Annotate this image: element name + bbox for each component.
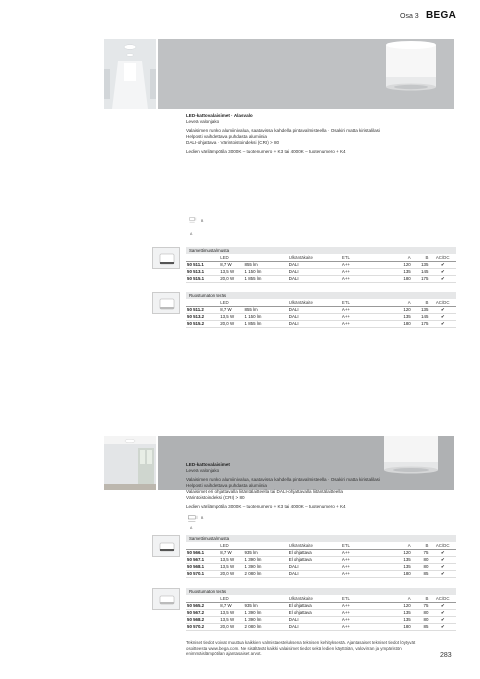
cell: 85: [412, 623, 430, 630]
cell: 13,5 W: [219, 313, 243, 320]
luminaire-thumbnail: [153, 589, 181, 611]
cell: DALI: [288, 268, 341, 275]
cell: 135: [394, 313, 412, 320]
table-row: [186, 602, 456, 609]
check-icon: ✔: [429, 570, 456, 577]
cell: A++: [341, 609, 394, 616]
cell: 180: [394, 275, 412, 282]
header-cell: ETL: [341, 255, 394, 261]
room-image: [104, 39, 156, 109]
cell: A++: [341, 275, 394, 282]
header-cell: LED: [219, 543, 243, 549]
cell: DALI: [288, 313, 341, 320]
cell: A++: [341, 306, 394, 313]
product1-description: [186, 113, 456, 155]
cell: 1 150 lm: [244, 313, 288, 320]
check-icon: ✔: [429, 623, 456, 630]
variant-thumbnail-black: [152, 535, 180, 557]
cell: 855 lm: [244, 306, 288, 313]
cell: 8,7 W: [219, 306, 243, 313]
cell: 8,7 W: [219, 602, 243, 609]
product1-line: Leveä valonjako: [186, 119, 220, 124]
header-cell: B: [412, 300, 430, 306]
article-number: 50 565.2: [186, 602, 219, 609]
spec-table: [186, 255, 456, 283]
dim-label-b: B: [201, 219, 204, 223]
cell: 145: [412, 268, 430, 275]
room-image: [104, 436, 156, 490]
cell: DALI: [288, 275, 341, 282]
cell: 20,0 W: [219, 623, 243, 630]
cell: A++: [341, 320, 394, 327]
cell: 1 390 lm: [244, 609, 288, 616]
table-row: [186, 306, 456, 313]
header-cell: A: [394, 300, 412, 306]
cell: 2 080 lm: [244, 570, 288, 577]
check-icon: ✔: [429, 602, 456, 609]
article-number: 50 566.1: [186, 549, 219, 556]
header-cell: ETL: [341, 596, 394, 602]
cell: 8,7 W: [219, 549, 243, 556]
article-number: 50 511.1: [186, 261, 219, 268]
table-row: [186, 563, 456, 570]
product1-room-photo: [104, 39, 156, 109]
cell: El ohjattava: [288, 609, 341, 616]
table-row: [186, 616, 456, 623]
cell: A++: [341, 268, 394, 275]
cell: A++: [341, 602, 394, 609]
check-icon: ✔: [429, 549, 456, 556]
check-icon: ✔: [429, 616, 456, 623]
cell: El ohjattava: [288, 549, 341, 556]
cell: DALI: [288, 563, 341, 570]
cell: 120: [394, 261, 412, 268]
table-row: [186, 320, 456, 327]
cell: 135: [394, 563, 412, 570]
table-row: [186, 609, 456, 616]
table-row: [186, 549, 456, 556]
cell: 20,0 W: [219, 275, 243, 282]
cell: 145: [412, 313, 430, 320]
check-icon: ✔: [429, 563, 456, 570]
header-cell: B: [412, 543, 430, 549]
check-icon: ✔: [429, 275, 456, 282]
article-number: 50 567.1: [186, 556, 219, 563]
table-row: [186, 275, 456, 282]
cell: 80: [412, 556, 430, 563]
cell: 120: [394, 549, 412, 556]
cell: A++: [341, 616, 394, 623]
header-cell: AC/DC: [429, 300, 456, 306]
article-number: 50 570.1: [186, 570, 219, 577]
article-number: 50 568.1: [186, 563, 219, 570]
cell: 1 855 lm: [244, 320, 288, 327]
cell: 120: [394, 306, 412, 313]
cell: 180: [394, 320, 412, 327]
cell: 175: [412, 275, 430, 282]
cell: DALI: [288, 261, 341, 268]
cell: 1 390 lm: [244, 556, 288, 563]
header-cell: AC/DC: [429, 255, 456, 261]
cell: 20,0 W: [219, 320, 243, 327]
cell: 135: [394, 616, 412, 623]
cell: 13,5 W: [219, 563, 243, 570]
product2-title: LED-kattovalaisimet: [186, 462, 230, 467]
product1-title: LED-kattovalaisimet · Alasvalo: [186, 113, 253, 118]
cell: 2 080 lm: [244, 623, 288, 630]
cell: 13,5 W: [219, 609, 243, 616]
product1-line: Helposti vaihdettava puhdasta alumiinia: [186, 134, 267, 139]
cell: 855 lm: [244, 261, 288, 268]
product1-line: Valaisimen runko alumiinivalua, saatavissa kahdella pintavalmisteella · Osakiri matta kiristalilasi: [186, 128, 380, 133]
header-cell: LED: [219, 300, 243, 306]
dim-label-a: A: [190, 232, 193, 236]
article-number: 50 570.2: [186, 623, 219, 630]
finish-label: Samettimusta/musta: [186, 535, 456, 542]
cell: 935 lm: [244, 602, 288, 609]
check-icon: ✔: [429, 306, 456, 313]
luminaire-thumbnail: [153, 293, 181, 315]
luminaire-thumbnail: [153, 248, 181, 270]
cell: 13,5 W: [219, 556, 243, 563]
check-icon: ✔: [429, 261, 456, 268]
table-row: [186, 313, 456, 320]
cell: 8,7 W: [219, 261, 243, 268]
check-icon: ✔: [429, 609, 456, 616]
dimension-diagram: [186, 217, 200, 225]
cell: 1 390 lm: [244, 563, 288, 570]
finish-label: Ruostumaton teräs: [186, 588, 456, 595]
check-icon: ✔: [429, 556, 456, 563]
cell: DALI: [288, 320, 341, 327]
header-cell: Ulkäntäkaite: [288, 300, 341, 306]
cell: 80: [412, 609, 430, 616]
table-row: [186, 556, 456, 563]
cell: 135: [394, 268, 412, 275]
table-row: [186, 268, 456, 275]
cell: 1 390 lm: [244, 616, 288, 623]
header-cell: Ulkäntäkaite: [288, 255, 341, 261]
variant-thumbnail-black: [152, 247, 180, 269]
product2-line: Leveä valonjako: [186, 468, 220, 473]
check-icon: ✔: [429, 320, 456, 327]
product2-line: Ledien värilämpötila 3000K – tuotenumero + K3 tai 4000K – tuotenumero + K4: [186, 504, 346, 509]
cell: A++: [341, 549, 394, 556]
cell: 180: [394, 623, 412, 630]
product1-luminaire-photo: [158, 39, 454, 109]
cell: A++: [341, 563, 394, 570]
header-cell: A: [394, 255, 412, 261]
table-row: [186, 261, 456, 268]
header-cell: Ulkäntäkaite: [288, 596, 341, 602]
luminaire-thumbnail: [153, 536, 181, 558]
cell: 13,5 W: [219, 268, 243, 275]
cell: El ohjattava: [288, 602, 341, 609]
cell: DALI: [288, 570, 341, 577]
header-cell: A: [394, 543, 412, 549]
cell: 1 150 lm: [244, 268, 288, 275]
header-cell: AC/DC: [429, 596, 456, 602]
cell: DALI: [288, 616, 341, 623]
section-label: Osa 3: [400, 13, 419, 20]
dimension-diagram: [186, 515, 200, 523]
cell: DALI: [288, 306, 341, 313]
table-row: [186, 570, 456, 577]
header-cell: B: [412, 255, 430, 261]
variant-thumbnail-steel: [152, 588, 180, 610]
cell: 80: [412, 616, 430, 623]
header-cell: B: [412, 596, 430, 602]
spec-table: [186, 300, 456, 328]
header-cell: LED: [219, 255, 243, 261]
cell: 135: [412, 261, 430, 268]
product2-line: Värintoistoindeksi (CRI) > 80: [186, 495, 245, 500]
cell: A++: [341, 556, 394, 563]
header-cell: ETL: [341, 300, 394, 306]
article-number: 50 513.1: [186, 268, 219, 275]
article-number: 50 513.2: [186, 313, 219, 320]
cell: 135: [412, 306, 430, 313]
article-number: 50 515.2: [186, 320, 219, 327]
cell: DALI: [288, 623, 341, 630]
luminaire-image: [158, 39, 454, 109]
cell: A++: [341, 570, 394, 577]
check-icon: ✔: [429, 313, 456, 320]
cell: El ohjattava: [288, 556, 341, 563]
page-number: 283: [440, 652, 452, 659]
header-cell: Ulkäntäkaite: [288, 543, 341, 549]
cell: 80: [412, 563, 430, 570]
cell: 120: [394, 602, 412, 609]
article-number: 50 511.2: [186, 306, 219, 313]
spec-table: [186, 543, 456, 578]
cell: A++: [341, 623, 394, 630]
article-number: 50 568.2: [186, 616, 219, 623]
article-number: 50 515.1: [186, 275, 219, 282]
cell: A++: [341, 313, 394, 320]
dim-label-b: B: [201, 516, 204, 520]
footnote: Tekniset tiedot voivat muuttua kaikkien valmistaesteluksena teknisen kehityksestä. Ajantasaiset tekniset tiedot löytyvät osoitteesta www.bega.com. Ne sisältävät kaikki valaisimet tiedot sekä ledien käyttöiän, valovirran ja ympäristön enimmäislämpötilan ajantasaiset arvot.: [186, 640, 416, 657]
cell: 75: [412, 549, 430, 556]
check-icon: ✔: [429, 268, 456, 275]
brand-logo: BEGA: [426, 10, 457, 21]
product2-line: Valaisimet eri ohjattavalla liitäntälaitteella tai DALI-ohjattavalla liitäntälaitteella: [186, 489, 343, 494]
product1-line: DALI-ohjattava · Värintoistoindeksi (CRI) > 80: [186, 140, 280, 145]
cell: 935 lm: [244, 549, 288, 556]
spec-table: [186, 596, 456, 631]
cell: 135: [394, 609, 412, 616]
header-cell: ETL: [341, 543, 394, 549]
cell: 175: [412, 320, 430, 327]
cell: 75: [412, 602, 430, 609]
finish-label: Ruostumaton teräs: [186, 292, 456, 299]
product2-line: Helposti vaihdettava puhdasta alumiinia: [186, 483, 267, 488]
product2-description: [186, 462, 456, 510]
finish-label: Samettimusta/musta: [186, 247, 456, 254]
variant-thumbnail-steel: [152, 292, 180, 314]
header-cell: LED: [219, 596, 243, 602]
article-number: 50 567.2: [186, 609, 219, 616]
cell: 85: [412, 570, 430, 577]
dim-label-a: A: [190, 526, 193, 530]
cell: 13,5 W: [219, 616, 243, 623]
table-row: [186, 623, 456, 630]
product1-line: Ledien värilämpötila 3000K – tuotenumero + K3 tai 4000K – tuotenumero + K4: [186, 149, 346, 154]
cell: 1 855 lm: [244, 275, 288, 282]
cell: A++: [341, 261, 394, 268]
cell: 180: [394, 570, 412, 577]
header-cell: AC/DC: [429, 543, 456, 549]
cell: 20,0 W: [219, 570, 243, 577]
header-cell: A: [394, 596, 412, 602]
product2-room-photo: [104, 436, 156, 490]
product2-line: Valaisimen runko alumiinivalua, saatavissa kahdella pintavalmisteella · Osakiri matta kiristalilasi: [186, 477, 380, 482]
cell: 135: [394, 556, 412, 563]
